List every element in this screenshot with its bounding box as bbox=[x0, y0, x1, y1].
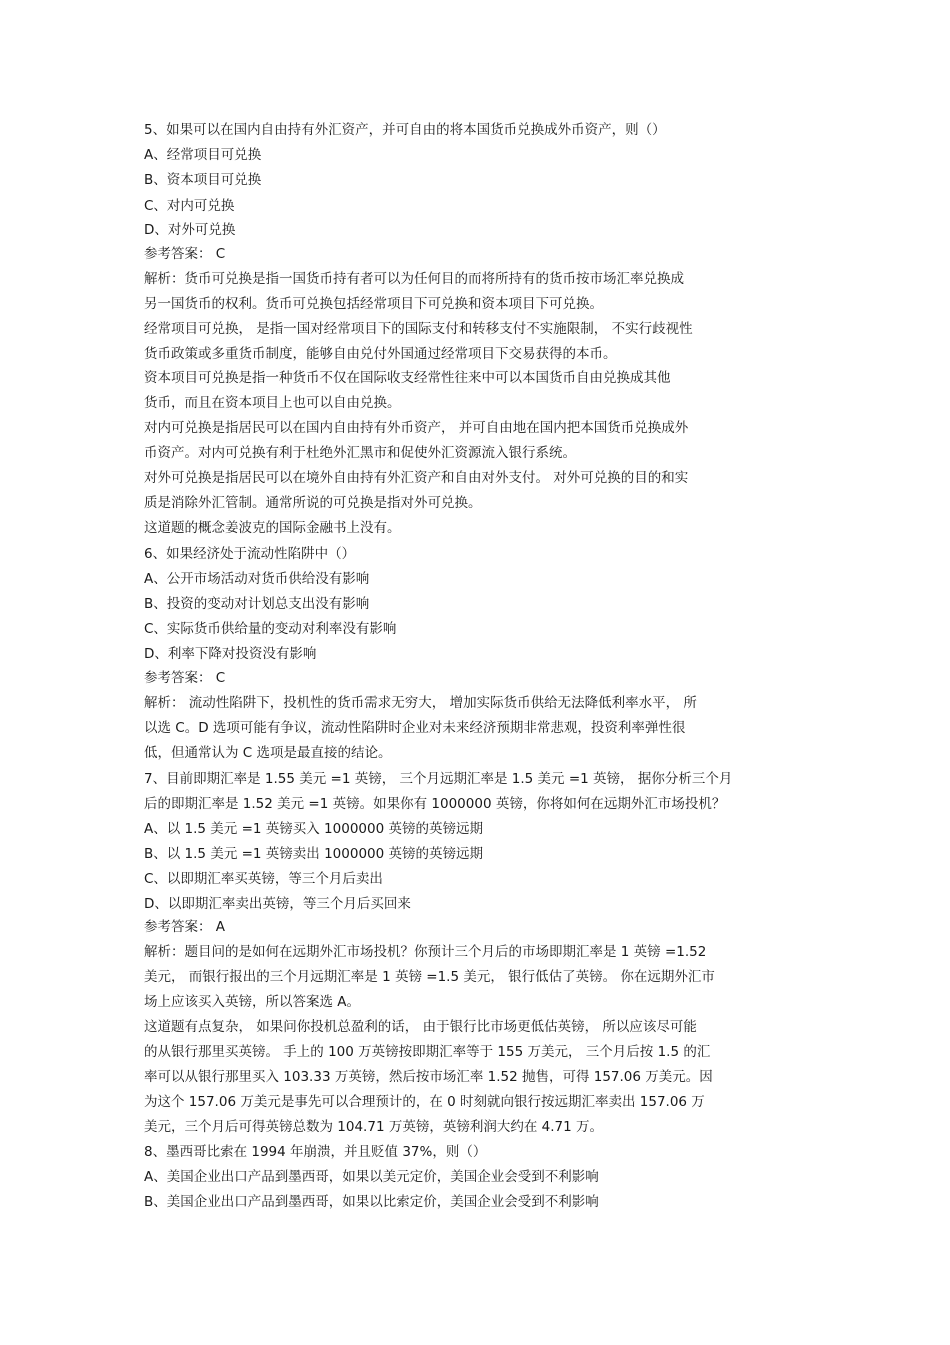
question-5-option-c: C、对内可兑换 bbox=[144, 198, 235, 214]
question-6-stem: 6、如果经济处于流动性陷阱中（） bbox=[144, 546, 356, 562]
question-7-option-a: A、以 1.5 美元 =1 英镑买入 1000000 英镑的英镑远期 bbox=[144, 821, 483, 837]
question-5-explanation-line: 质是消除外汇管制。通常所说的可兑换是指对外可兑换。 bbox=[144, 495, 482, 511]
question-7-explanation-line: 美元， 而银行报出的三个月远期汇率是 1 英镑 =1.5 美元， 银行低估了英镑。 你在远期外汇市 bbox=[144, 969, 715, 985]
question-5-explanation-line: 货币，而且在资本项目上也可以自由兑换。 bbox=[144, 395, 401, 411]
question-5-explanation-line: 资本项目可兑换是指一种货币不仅在国际收支经常性往来中可以本国货币自由兑换成其他 bbox=[144, 370, 671, 386]
question-5-explanation-line: 解析：货币可兑换是指一国货币持有者可以为任何目的而将所持有的货币按市场汇率兑换成 bbox=[144, 271, 684, 287]
question-5-option-a: A、经常项目可兑换 bbox=[144, 147, 262, 163]
question-6-answer: 参考答案： C bbox=[144, 670, 226, 686]
question-7-explanation-line: 为这个 157.06 万美元是事先可以合理预计的，在 0 时刻就向银行按远期汇率卖出 157.06 万 bbox=[144, 1094, 705, 1110]
question-6-option-b: B、投资的变动对计划总支出没有影响 bbox=[144, 596, 370, 612]
question-5-stem: 5、如果可以在国内自由持有外汇资产，并可自由的将本国货币兑换成外币资产，则（） bbox=[144, 122, 666, 138]
question-5-option-b: B、资本项目可兑换 bbox=[144, 172, 262, 188]
question-5-explanation-line: 币资产。对内可兑换有利于杜绝外汇黑市和促使外汇资源流入银行系统。 bbox=[144, 445, 576, 461]
question-5-answer: 参考答案： C bbox=[144, 246, 226, 262]
question-6-option-c: C、实际货币供给量的变动对利率没有影响 bbox=[144, 621, 397, 637]
question-7-explanation-line: 率可以从银行那里买入 103.33 万英镑，然后按市场汇率 1.52 抛售，可得 157.06 万美元。因 bbox=[144, 1069, 713, 1085]
question-5-option-d: D、对外可兑换 bbox=[144, 222, 236, 238]
question-5-explanation-line: 对内可兑换是指居民可以在国内自由持有外币资产， 并可自由地在国内把本国货币兑换成外 bbox=[144, 420, 689, 436]
question-7-option-d: D、以即期汇率卖出英镑，等三个月后买回来 bbox=[144, 896, 411, 912]
question-7-explanation-line: 这道题有点复杂， 如果问你投机总盈利的话， 由于银行比市场更低估英镑， 所以应该尽可能 bbox=[144, 1019, 697, 1035]
question-5-explanation-line: 经常项目可兑换， 是指一国对经常项目下的国际支付和转移支付不实施限制， 不实行歧视性 bbox=[144, 321, 693, 337]
question-5-explanation-line: 另一国货币的权利。货币可兑换包括经常项目下可兑换和资本项目下可兑换。 bbox=[144, 296, 603, 312]
question-7-explanation-line: 美元，三个月后可得英镑总数为 104.71 万英镑，英镑利润大约在 4.71 万。 bbox=[144, 1119, 603, 1135]
question-8-option-b: B、美国企业出口产品到墨西哥，如果以比索定价，美国企业会受到不利影响 bbox=[144, 1194, 599, 1210]
question-7-explanation-line: 场上应该买入英镑，所以答案选 A。 bbox=[144, 994, 361, 1010]
question-7-stem: 7、目前即期汇率是 1.55 美元 =1 英镑， 三个月远期汇率是 1.5 美元 =1 英镑， 据你分析三个月 bbox=[144, 771, 733, 787]
question-7-stem: 后的即期汇率是 1.52 美元 =1 英镑。如果你有 1000000 英镑，你将如何在远期外汇市场投机？ bbox=[144, 796, 726, 812]
question-7-option-b: B、以 1.5 美元 =1 英镑卖出 1000000 英镑的英镑远期 bbox=[144, 846, 484, 862]
question-8-stem: 8、墨西哥比索在 1994 年崩溃，并且贬值 37%，则（） bbox=[144, 1144, 487, 1160]
question-5-explanation-line: 对外可兑换是指居民可以在境外自由持有外汇资产和自由对外支付。 对外可兑换的目的和实 bbox=[144, 470, 689, 486]
question-6-explanation-line: 低，但通常认为 C 选项是最直接的结论。 bbox=[144, 745, 392, 761]
question-5-explanation-line: 这道题的概念姜波克的国际金融书上没有。 bbox=[144, 520, 401, 536]
question-6-option-a: A、公开市场活动对货币供给没有影响 bbox=[144, 571, 370, 587]
question-8-option-a: A、美国企业出口产品到墨西哥，如果以美元定价，美国企业会受到不利影响 bbox=[144, 1169, 599, 1185]
question-6-explanation-line: 以选 C。D 选项可能有争议，流动性陷阱时企业对未来经济预期非常悲观，投资利率弹性很 bbox=[144, 720, 686, 736]
question-7-answer: 参考答案： A bbox=[144, 919, 226, 935]
question-7-option-c: C、以即期汇率买英镑，等三个月后卖出 bbox=[144, 871, 383, 887]
question-5-explanation-line: 货币政策或多重货币制度，能够自由兑付外国通过经常项目下交易获得的本币。 bbox=[144, 346, 617, 362]
question-6-explanation-line: 解析： 流动性陷阱下，投机性的货币需求无穷大， 增加实际货币供给无法降低利率水平， 所 bbox=[144, 695, 697, 711]
question-6-option-d: D、利率下降对投资没有影响 bbox=[144, 646, 317, 662]
question-7-explanation-line: 解析：题目问的是如何在远期外汇市场投机？你预计三个月后的市场即期汇率是 1 英镑 =1.52 bbox=[144, 944, 707, 960]
question-7-explanation-line: 的从银行那里买英镑。 手上的 100 万英镑按即期汇率等于 155 万美元， 三个月后按 1.5 的汇 bbox=[144, 1044, 711, 1060]
